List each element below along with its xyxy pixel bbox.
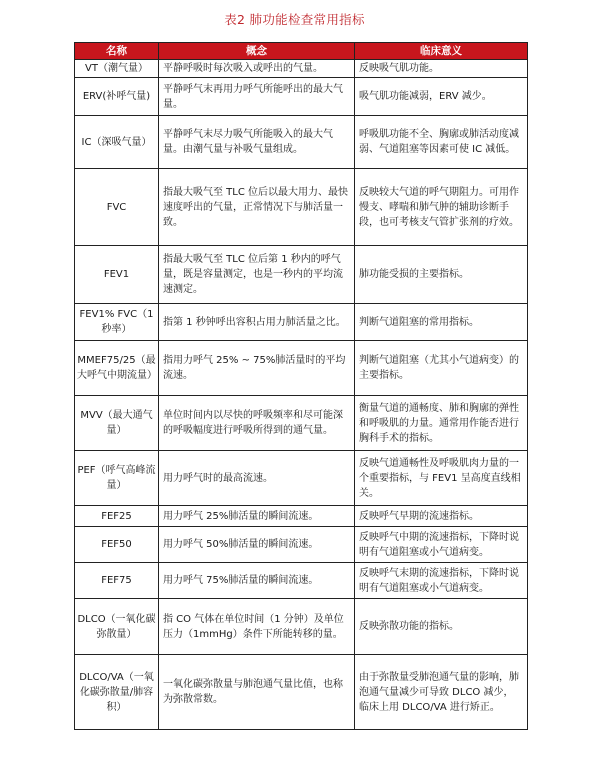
table-row [75, 78, 528, 116]
row-concept-cell: 指用力呼气 25% ~ 75%肺活量时的平均流速。 [159, 341, 355, 396]
row-concept-cell: 用力呼气时的最高流速。 [159, 451, 355, 506]
row-name-cell: FEV1 [75, 246, 159, 304]
table-row [75, 60, 528, 78]
row-clinical-cell: 反映呼气早期的流速指标。 [355, 506, 528, 527]
row-concept-cell: 指最大吸气至 TLC 位后第 1 秒内的呼气量，既是容量测定，也是一秒内的平均流速测定。 [159, 246, 355, 304]
row-name-cell: IC（深吸气量） [75, 116, 159, 169]
table-row [75, 655, 528, 730]
table-row [75, 396, 528, 451]
row-clinical-cell: 反映呼气中期的流速指标，下降时说明有气道阻塞或小气道病变。 [355, 527, 528, 563]
row-concept-cell: 平静呼吸时每次吸入或呼出的气量。 [159, 60, 355, 78]
row-concept-cell: 指 CO 气体在单位时间（1 分钟）及单位压力（1mmHg）条件下所能转移的量。 [159, 599, 355, 655]
table-title: 表2 肺功能检查常用指标 [224, 12, 365, 27]
table-header-row [75, 43, 528, 60]
row-name-cell: MVV（最大通气量） [75, 396, 159, 451]
table-row [75, 599, 528, 655]
row-concept-cell: 平静呼气末再用力呼气所能呼出的最大气量。 [159, 78, 355, 116]
row-clinical-cell: 反映气道通畅性及呼吸肌肉力量的一个重要指标，与 FEV1 呈高度直线相关。 [355, 451, 528, 506]
table-row [75, 563, 528, 599]
table-row [75, 246, 528, 304]
header-clinical-significance: 临床意义 [355, 43, 528, 60]
row-name-cell: DLCO（一氧化碳弥散量） [75, 599, 159, 655]
table-row [75, 451, 528, 506]
row-clinical-cell: 判断气道阻塞（尤其小气道病变）的主要指标。 [355, 341, 528, 396]
row-name-cell: FEV1% FVC（1 秒率） [75, 304, 159, 341]
table-row [75, 527, 528, 563]
row-concept-cell: 用力呼气 25%肺活量的瞬间流速。 [159, 506, 355, 527]
row-name-cell: FVC [75, 169, 159, 246]
row-clinical-cell: 由于弥散量受肺泡通气量的影响，肺泡通气量减少可导致 DLCO 减少，临床上用 DLCO/VA 进行矫正。 [355, 655, 528, 730]
row-concept-cell: 单位时间内以尽快的呼吸频率和尽可能深的呼吸幅度进行呼吸所得到的通气量。 [159, 396, 355, 451]
row-name-cell: DLCO/VA（一氧化碳弥散量/肺容积） [75, 655, 159, 730]
row-name-cell: FEF75 [75, 563, 159, 599]
row-concept-cell: 指第 1 秒钟呼出容积占用力肺活量之比。 [159, 304, 355, 341]
table-row [75, 169, 528, 246]
table-row [75, 304, 528, 341]
row-name-cell: ERV(补呼气量) [75, 78, 159, 116]
row-concept-cell: 用力呼气 50%肺活量的瞬间流速。 [159, 527, 355, 563]
header-name: 名称 [75, 43, 159, 60]
row-concept-cell: 指最大吸气至 TLC 位后以最大用力、最快速度呼出的气量，正常情况下与肺活量一致。 [159, 169, 355, 246]
row-clinical-cell: 衡量气道的通畅度、肺和胸廓的弹性和呼吸肌的力量。通常用作能否进行胸科手术的指标。 [355, 396, 528, 451]
row-name-cell: VT（潮气量） [75, 60, 159, 78]
row-clinical-cell: 反映较大气道的呼气期阻力。可用作慢支、哮喘和肺气肿的辅助诊断手段，也可考核支气管扩张剂的疗效。 [355, 169, 528, 246]
table-row [75, 116, 528, 169]
table-row [75, 506, 528, 527]
row-name-cell: MMEF75/25（最大呼气中期流量） [75, 341, 159, 396]
row-concept-cell: 一氧化碳弥散量与肺泡通气量比值，也称为弥散常数。 [159, 655, 355, 730]
row-name-cell: PEF（呼气高峰流量） [75, 451, 159, 506]
row-clinical-cell: 判断气道阻塞的常用指标。 [355, 304, 528, 341]
table-row [75, 341, 528, 396]
row-name-cell: FEF50 [75, 527, 159, 563]
row-clinical-cell: 呼吸肌功能不全、胸廓或肺活动度减弱、气道阻塞等因素可使 IC 减低。 [355, 116, 528, 169]
header-concept: 概念 [159, 43, 355, 60]
row-concept-cell: 平静呼气末尽力吸气所能吸入的最大气量。由潮气量与补吸气量组成。 [159, 116, 355, 169]
row-clinical-cell: 反映吸气肌功能。 [355, 60, 528, 78]
row-clinical-cell: 反映呼气末期的流速指标，下降时说明有气道阻塞或小气道病变。 [355, 563, 528, 599]
row-name-cell: FEF25 [75, 506, 159, 527]
pulmonary-function-table [74, 42, 528, 730]
row-clinical-cell: 吸气肌功能减弱，ERV 减少。 [355, 78, 528, 116]
row-clinical-cell: 肺功能受损的主要指标。 [355, 246, 528, 304]
row-concept-cell: 用力呼气 75%肺活量的瞬间流速。 [159, 563, 355, 599]
row-clinical-cell: 反映弥散功能的指标。 [355, 599, 528, 655]
